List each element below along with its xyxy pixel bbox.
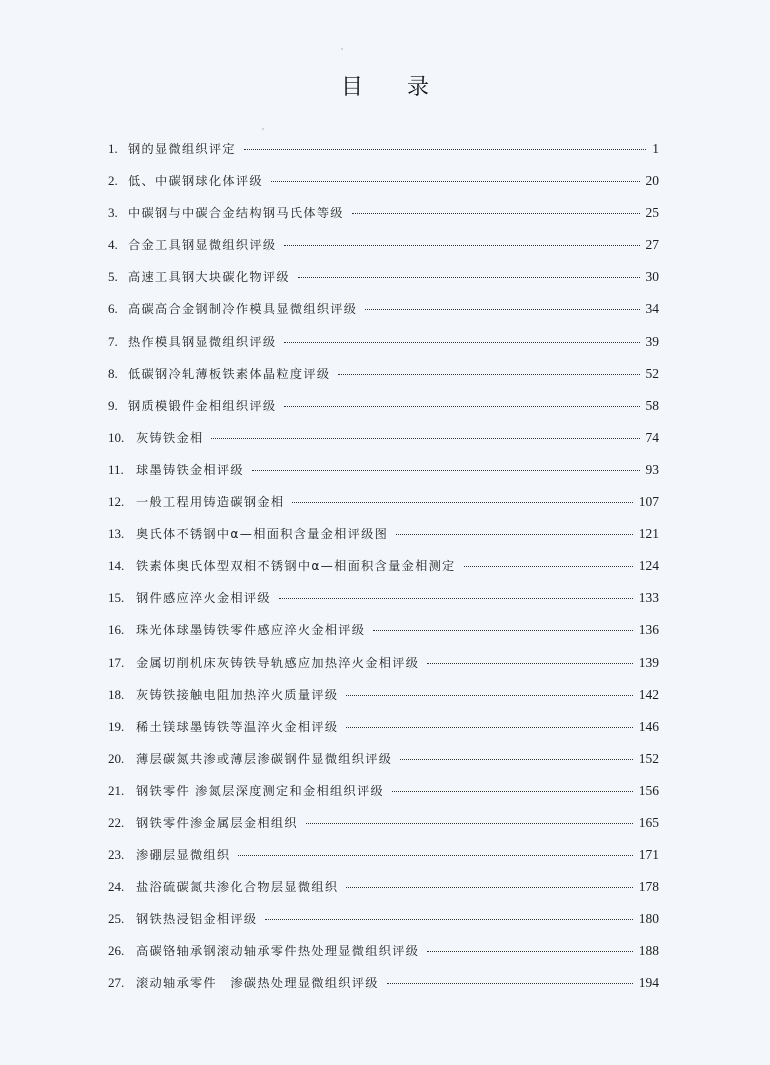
toc-entry-number: 1.	[108, 141, 118, 156]
toc-entry-number: 7.	[108, 333, 118, 349]
toc-entry-number: 13.	[108, 526, 125, 542]
toc-entry[interactable]	[108, 683, 659, 715]
toc-entry-number: 20.	[108, 750, 125, 766]
toc-entry[interactable]	[108, 843, 659, 875]
toc-entry-title: 球墨铸铁金相评级	[136, 462, 244, 477]
toc-entry-page-number: 30	[645, 269, 659, 285]
dot-leader	[298, 277, 640, 278]
toc-entry-page-number: 74	[645, 429, 659, 445]
toc-entry[interactable]	[108, 426, 659, 458]
dot-leader	[346, 695, 632, 696]
toc-entry-number: 10.	[108, 429, 125, 445]
toc-entry-title: 金属切削机床灰铸铁导轨感应加热淬火金相评级	[136, 655, 420, 670]
dot-leader	[373, 630, 632, 631]
toc-entry-title: 钢铁零件 渗氮层深度测定和金相组织评级	[136, 783, 384, 798]
toc-entry-page-number: 188	[638, 943, 659, 959]
toc-entry[interactable]	[108, 586, 659, 618]
toc-entry-number: 14.	[108, 558, 125, 574]
toc-entry[interactable]	[108, 265, 659, 297]
toc-entry[interactable]	[108, 907, 659, 939]
dot-leader	[292, 502, 632, 503]
toc-entry-number: 21.	[108, 782, 125, 798]
toc-entry[interactable]	[108, 330, 659, 362]
toc-entry[interactable]	[108, 747, 659, 779]
toc-entry-title: 珠光体球墨铸铁零件感应淬火金相评级	[136, 623, 366, 638]
toc-entry-title: 低碳钢冷轧薄板铁素体晶粒度评级	[128, 366, 331, 381]
scan-speck	[262, 128, 264, 130]
toc-entry[interactable]	[108, 618, 659, 650]
toc-entry-page-number: 20	[645, 173, 659, 189]
toc-entry-page-number: 1	[652, 141, 659, 156]
dot-leader	[427, 663, 633, 664]
toc-entry-title: 一般工程用铸造碳钢金相	[136, 495, 285, 510]
toc-entry-title: 钢铁零件渗金属层金相组织	[136, 815, 298, 830]
dot-leader	[352, 213, 640, 214]
toc-entry-number: 25.	[108, 911, 125, 927]
toc-entry-page-number: 142	[638, 686, 659, 702]
toc-entry[interactable]	[108, 458, 659, 490]
toc-entry[interactable]	[108, 201, 659, 233]
toc-entry-page-number: 34	[645, 301, 659, 317]
toc-entry[interactable]	[108, 939, 659, 971]
toc-entry[interactable]	[108, 651, 659, 683]
toc-entry[interactable]	[108, 233, 659, 265]
dot-leader	[284, 245, 639, 246]
toc-entry-title: 薄层碳氮共渗或薄层渗碳钢件显微组织评级	[136, 751, 393, 766]
toc-entry[interactable]	[108, 779, 659, 811]
toc-entry-title: 铁素体奥氏体型双相不锈钢中α—相面积含量金相测定	[136, 559, 456, 574]
toc-entry[interactable]	[108, 362, 659, 394]
dot-leader	[238, 855, 632, 856]
toc-entry-page-number: 124	[638, 558, 659, 574]
dot-leader	[387, 983, 633, 984]
toc-entry-title: 中碳钢与中碳合金结构钢马氏体等级	[128, 206, 344, 221]
toc-entry-title: 奥氏体不锈钢中α—相面积含量金相评级图	[136, 527, 389, 542]
toc-entry[interactable]	[108, 875, 659, 907]
toc-entry-title: 钢质模锻件金相组织评级	[128, 398, 277, 413]
toc-entry-page-number: 107	[638, 494, 659, 510]
toc-entry-title: 钢件感应淬火金相评级	[136, 591, 271, 606]
toc-entry-number: 19.	[108, 718, 125, 734]
toc-entry-page-number: 165	[638, 814, 659, 830]
toc-entry[interactable]	[108, 554, 659, 586]
toc-entry-number: 2.	[108, 173, 118, 189]
dot-leader	[346, 887, 632, 888]
dot-leader	[271, 181, 640, 182]
toc-entry-page-number: 180	[638, 911, 659, 927]
dot-leader	[338, 374, 639, 375]
toc-entry-number: 27.	[108, 975, 125, 991]
dot-leader	[396, 534, 633, 535]
toc-entry[interactable]	[108, 490, 659, 522]
toc-entry-page-number: 139	[638, 654, 659, 670]
toc-entry-page-number: 58	[645, 397, 659, 413]
toc-entry-number: 3.	[108, 205, 118, 221]
toc-entry-number: 8.	[108, 365, 118, 381]
toc-entry-page-number: 27	[645, 237, 659, 253]
toc-entry-page-number: 152	[638, 750, 659, 766]
dot-leader	[392, 791, 633, 792]
dot-leader	[464, 566, 633, 567]
dot-leader	[346, 727, 632, 728]
toc-entry-number: 5.	[108, 269, 118, 285]
table-of-contents	[108, 137, 659, 1004]
toc-entry-page-number: 146	[638, 718, 659, 734]
dot-leader	[284, 406, 639, 407]
toc-entry-page-number: 194	[638, 975, 659, 991]
toc-entry-page-number: 171	[638, 847, 659, 863]
toc-entry[interactable]	[108, 169, 659, 201]
toc-entry-number: 18.	[108, 686, 125, 702]
toc-entry-page-number: 52	[645, 365, 659, 381]
toc-entry-page-number: 93	[645, 461, 659, 477]
toc-entry-number: 15.	[108, 590, 125, 606]
toc-entry-title: 高速工具钢大块碳化物评级	[128, 270, 290, 285]
toc-entry[interactable]	[108, 137, 659, 169]
toc-entry-number: 9.	[108, 397, 118, 413]
toc-entry[interactable]	[108, 522, 659, 554]
toc-entry[interactable]	[108, 394, 659, 426]
toc-entry-title: 稀土镁球墨铸铁等温淬火金相评级	[136, 719, 339, 734]
toc-entry-title: 灰铸铁接触电阻加热淬火质量评级	[136, 687, 339, 702]
toc-entry-title: 滚动轴承零件 渗碳热处理显微组织评级	[136, 976, 379, 991]
toc-entry-title: 钢的显微组织评定	[128, 142, 236, 156]
toc-entry-number: 23.	[108, 847, 125, 863]
toc-entry-title: 高碳高合金钢制冷作模具显微组织评级	[128, 302, 358, 317]
toc-entry-title: 盐浴硫碳氮共渗化合物层显微组织	[136, 880, 339, 895]
toc-entry-title: 渗硼层显微组织	[136, 848, 231, 863]
dot-leader	[284, 342, 639, 343]
toc-entry[interactable]	[108, 971, 659, 1003]
page-title	[0, 70, 770, 101]
toc-entry-title: 高碳铬轴承钢滚动轴承零件热处理显微组织评级	[136, 944, 420, 959]
toc-entry[interactable]	[108, 715, 659, 747]
dot-leader	[252, 470, 640, 471]
toc-entry-page-number: 25	[645, 205, 659, 221]
toc-entry-page-number: 136	[638, 622, 659, 638]
toc-entry-page-number: 178	[638, 879, 659, 895]
toc-entry-title: 灰铸铁金相	[136, 430, 204, 445]
dot-leader	[279, 598, 633, 599]
toc-entry-number: 4.	[108, 237, 118, 253]
toc-entry-number: 24.	[108, 879, 125, 895]
toc-entry-number: 11.	[108, 461, 124, 477]
toc-entry-number: 12.	[108, 494, 125, 510]
toc-entry-page-number: 39	[645, 333, 659, 349]
toc-entry-page-number: 156	[638, 782, 659, 798]
dot-leader	[244, 149, 646, 150]
toc-entry-number: 6.	[108, 301, 118, 317]
toc-entry-number: 26.	[108, 943, 125, 959]
toc-entry-number: 17.	[108, 654, 125, 670]
toc-entry-number: 16.	[108, 622, 125, 638]
toc-entry-title: 钢铁热浸铝金相评级	[136, 912, 258, 927]
scan-speck	[341, 48, 343, 50]
dot-leader	[365, 309, 639, 310]
toc-entry-title: 低、中碳钢球化体评级	[128, 174, 263, 189]
toc-entry-title: 热作模具钢显微组织评级	[128, 334, 277, 349]
title-char-2: 录	[407, 75, 430, 100]
title-char-1: 目	[340, 75, 363, 100]
dot-leader	[211, 438, 639, 439]
dot-leader	[306, 823, 633, 824]
toc-entry-number: 22.	[108, 814, 125, 830]
toc-entry[interactable]	[108, 297, 659, 329]
dot-leader	[427, 951, 633, 952]
toc-entry-title: 合金工具钢显微组织评级	[128, 238, 277, 253]
dot-leader	[265, 919, 632, 920]
dot-leader	[400, 759, 632, 760]
toc-entry[interactable]	[108, 811, 659, 843]
toc-entry-page-number: 133	[638, 590, 659, 606]
toc-entry-page-number: 121	[638, 526, 659, 542]
